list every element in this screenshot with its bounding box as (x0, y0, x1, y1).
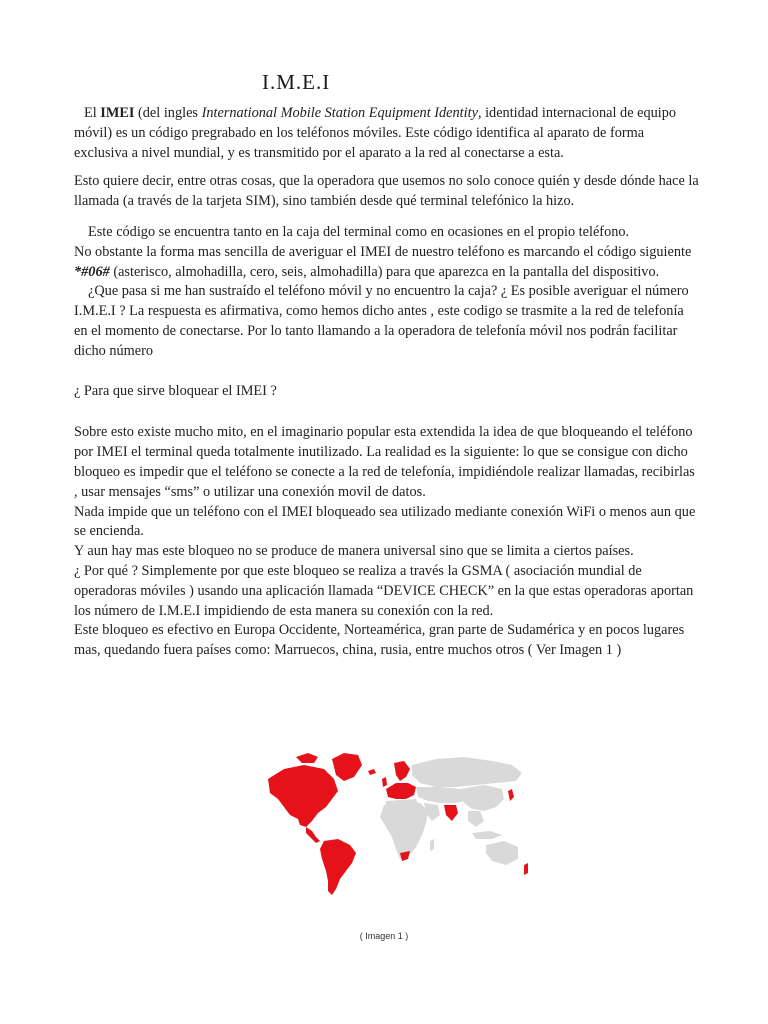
paragraph-imei-definition (74, 104, 699, 163)
p1-mid: (del ingles (134, 105, 202, 121)
paragraph-location: Este código se encuentra tanto en la caja del terminal como en ocasiones en el propio teléfono. (88, 223, 630, 240)
map-south-america (320, 839, 356, 895)
p1-rest: , identidad internacional de equipo móvil) es un código pregrabado en los teléfonos móviles. Este código identifica al aparato de forma exclusiva a nivel mundial, y es transmitido por el aparato a la red al conectarse a esta. (74, 105, 677, 161)
paragraph-wifi: Nada impide que un teléfono con el IMEI bloqueado sea utilizado mediante conexión WiFi o menos aun que se encienda. (74, 503, 696, 540)
map-india (444, 805, 458, 821)
paragraph-regions: Este bloqueo es efectivo en Europa Occidente, Norteamérica, gran parte de Sudamérica y en pocos lugares mas, quedando fuera países como: Marruecos, china, rusia, entre muchos otros ( Ver Imagen 1 ) (74, 622, 685, 659)
imei-term: IMEI (100, 105, 135, 121)
map-western-europe (386, 783, 416, 799)
map-japan (508, 789, 514, 801)
map-china (460, 785, 504, 811)
paragraph-code (74, 243, 699, 283)
map-scandinavia (394, 761, 410, 781)
document-title: I.M.E.I (262, 70, 331, 94)
p4-before: No obstante la forma mas sencilla de averiguar el IMEI de nuestro teléfono es marcando el código siguiente (74, 243, 692, 260)
image-caption: ( Imagen 1 ) (359, 931, 409, 941)
map-arctic-islands (296, 753, 318, 763)
map-russia (412, 757, 522, 787)
p4-after: (asterisco, almohadilla, cero, seis, almohadilla) para que aparezca en la pantalla del dispositivo. (109, 263, 660, 280)
world-map-svg (240, 741, 532, 901)
imei-code: *#06# (74, 263, 110, 280)
paragraph-not-universal: Y aun hay mas este bloqueo no se produce de manera universal sino que se limita a ciertos países. (74, 543, 634, 560)
p1-lead: El (84, 105, 101, 121)
map-new-zealand (524, 863, 528, 875)
map-iceland (368, 769, 376, 775)
map-central-america (306, 827, 320, 843)
map-uk (382, 777, 387, 787)
map-greenland (332, 753, 362, 781)
map-africa (380, 801, 428, 859)
imei-full-name: International Mobile Station Equipment Identity (201, 105, 478, 121)
paragraph-gsma: ¿ Por qué ? Simplemente por que este bloqueo se realiza a través la GSMA ( asociación mundial de operadoras móviles ) usando una aplicación llamada “DEVICE CHECK” en la que estas operadoras aportan los número de I.M.E.I impidiendo de esta manera su conexión con la red. (74, 562, 694, 619)
map-southeast-asia (468, 811, 484, 827)
paragraph-myth: Sobre esto existe mucho mito, en el imaginario popular esta extendida la idea de que bloqueando el teléfono por IMEI el terminal queda totalmente inutilizado. La realidad es la siguiente: lo que se consigue con dicho bloqueo es impedir que el teléfono se conecte a la red de telefonía, impidiéndole realizar llamadas, recibirlas , usar mensajes “sms” o utilizar una conexión movil de datos. (74, 424, 695, 500)
map-madagascar (430, 839, 434, 851)
section-question: ¿ Para que sirve bloquear el IMEI ? (74, 382, 277, 399)
paragraph-meaning: Esto quiere decir, entre otras cosas, que la operadora que usemos no solo conoce quién y desde dónde hace la llamada (a través de la tarjeta SIM), sino también desde qué terminal telefónico la hizo. (74, 173, 699, 210)
paragraph-stolen-phone: ¿Que pasa si me han sustraído el teléfono móvil y no encuentro la caja? ¿ Es posible averiguar el número I.M.E.I ? La respuesta es afirmativa, como hemos dicho antes , este codigo se trasmite a la red de telefonía en el momento de conectarse. Por lo tanto llamando a la operadora de telefonía móvil nos podrán facilitar dicho número (74, 283, 689, 359)
map-north-america (268, 765, 338, 827)
document-body (74, 104, 699, 661)
world-map-image (240, 741, 532, 901)
map-indonesia (472, 831, 502, 839)
map-australia (486, 841, 518, 865)
